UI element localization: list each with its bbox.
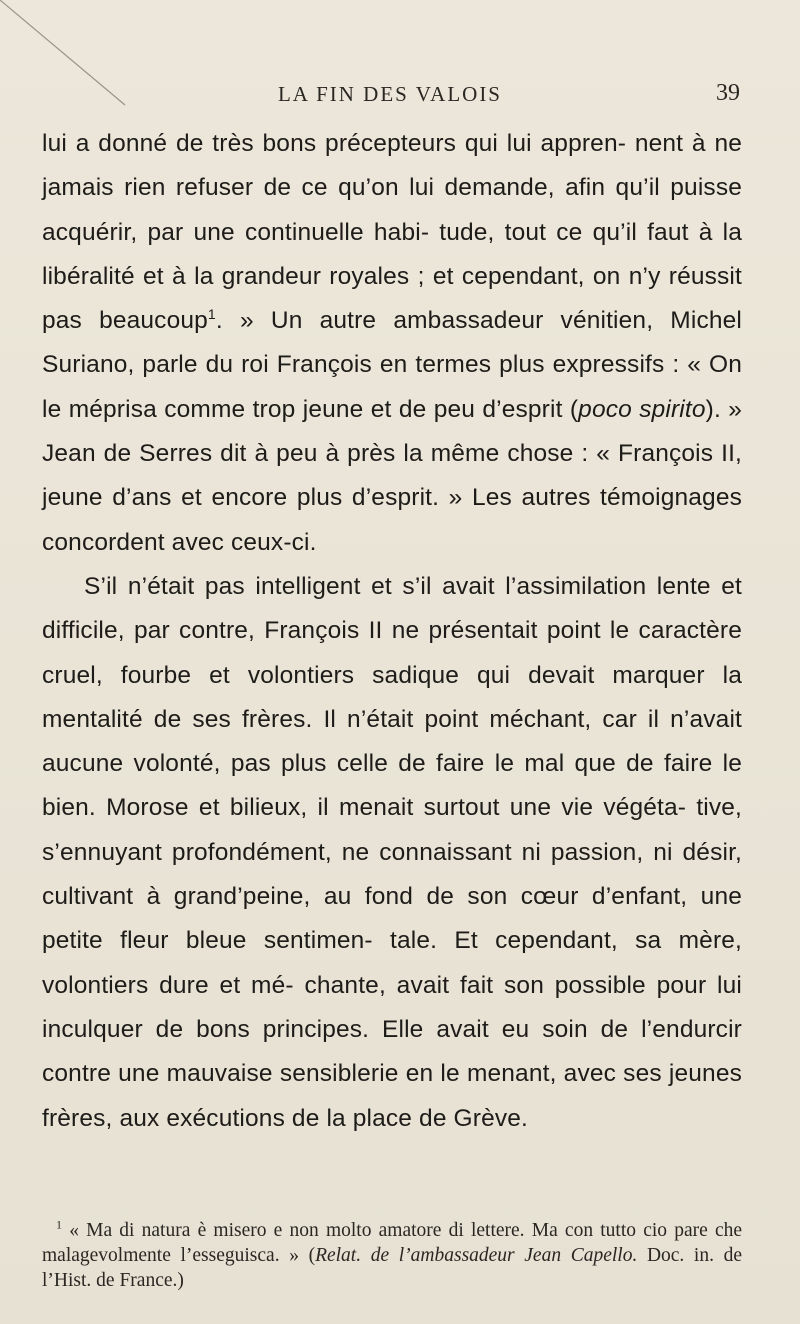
italic-phrase: poco spirito xyxy=(578,395,706,423)
paragraph-1-text-a: lui a donné de très bons précepteurs qui lui appren- nent à ne jamais rien refuser de ce qu’on lui demande, afin qu’il puisse acquérir, par une continuelle habi- tude, tout ce qu’il faut à la libéralité et à la grandeur royales ; et cependant, on n’y réussit pas beaucoup xyxy=(42,130,742,335)
body-text xyxy=(42,122,742,1141)
running-title: LA FIN DES VALOIS xyxy=(277,82,502,106)
paragraph-1 xyxy=(42,122,742,565)
page-number: 39 xyxy=(716,80,740,106)
footnote-marker: 1 xyxy=(56,1217,62,1232)
footnote-italic: Relat. de l’ambassadeur Jean Capello. xyxy=(315,1245,638,1266)
footnote-text-a: « Ma di natura è misero e non molto amatore di lettere. Ma con tutto cio pare che malagevolmente l’esseguisca. » ( xyxy=(42,1220,743,1266)
footnote-text-b: Doc. in. de l’Hist. de France.) xyxy=(42,1245,742,1291)
footnote xyxy=(42,1218,742,1293)
paragraph-2: S’il n’était pas intelligent et s’il avait l’assimilation lente et difficile, par contre, François II ne présentait point le caractère cruel, fourbe et volontiers sadique qui devait marquer la mentalité de ses frères. Il n’était point méchant, car il n’avait aucune volonté, pas plus celle de faire le mal que de faire le bien. Morose et bilieux, il menait surtout une vie végéta- tive, s’ennuyant profondément, ne connaissant ni passion, ni désir, cultivant à grand’peine, au fond de son cœur d’enfant, une petite fleur bleue sentimen- tale. Et cependant, sa mère, volontiers dure et mé- chante, avait fait son possible pour lui inculquer de bons principes. Elle avait eu soin de l’endurcir contre une mauvaise sensiblerie en le menant, avec ses jeunes frères, aux exécutions de la place de Grève. xyxy=(42,572,742,1132)
footnote-reference: 1 xyxy=(207,306,216,323)
paragraph-1-text-c: ). » Jean de Serres dit à peu à près la même chose : « François II, jeune d’ans et encore plus d’esprit. » Les autres témoignages concordent avec ceux-ci. xyxy=(42,395,743,556)
page-header xyxy=(40,82,740,112)
paragraph-1-text-b: . » Un autre ambassadeur vénitien, Michel Suriano, parle du roi François en termes plus expressifs : « On le méprisa comme trop jeune et de peu d’esprit ( xyxy=(42,307,742,423)
